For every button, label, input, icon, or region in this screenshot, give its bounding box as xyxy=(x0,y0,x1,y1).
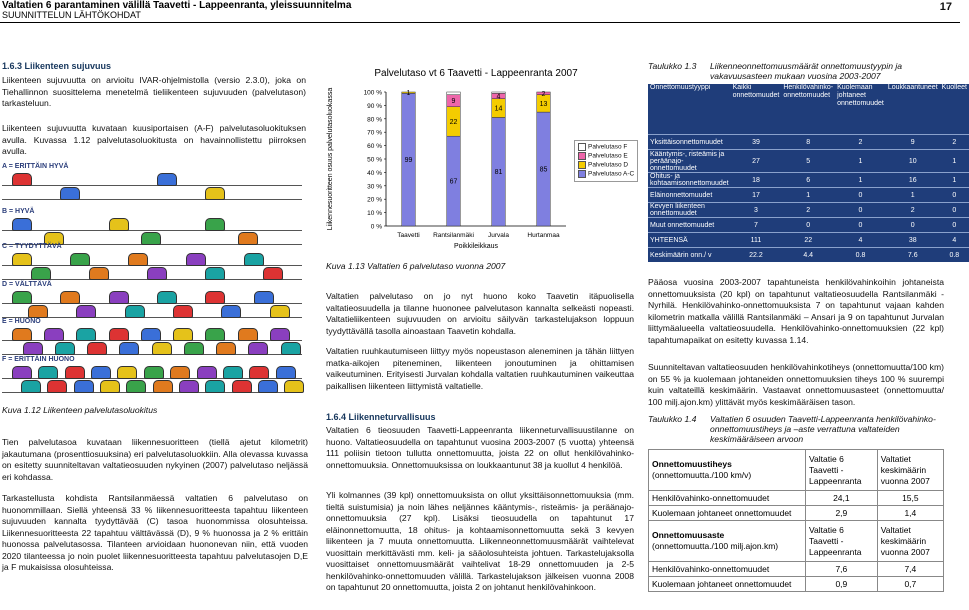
middle-paragraph-3: Valtatien 6 tieosuuden Taavetti-Lappeenranta liikenneturvallisuustilanne on huono. Valtatieosuudella on tapahtunut vuosina 2003-2007 (5 vuotta) yhteensä 111 poliisin tietoon tullutta onnettomuutta, joista 22 on ollut henkilövahinko-onnettomuuksia. Onnettomuuksissa on loukkaantunut 38 ja kuollut 4 henkilöä. xyxy=(326,425,634,470)
y-tick-label: 70 % xyxy=(367,129,382,137)
service-level-label: B = HYVÄ xyxy=(2,208,35,215)
table-header-cell: Valtatiet keskimäärin vuonna 2007 xyxy=(877,450,943,491)
y-tick-label: 50 % xyxy=(367,156,382,164)
table-cell: 0 xyxy=(886,218,940,233)
table-cell: 18 xyxy=(731,173,782,188)
car-icon xyxy=(205,218,225,231)
car-icon xyxy=(205,291,225,304)
middle-paragraph-2: Valtatien ruuhkautumiseen liittyy myös nopeustason aleneminen ja tähän liittyen matka-aikojen piteneminen, liikenteen jonoutuminen ja ohittamisen vaikeutuminen. Erityisesti Jurvalan kohdalla valtatien ruuhkautuminen vaikeuttaa paikallisen liikenteen liittymistä valtatielle. xyxy=(326,346,634,391)
table-cell: 22 xyxy=(781,233,835,248)
table-cell: 0 xyxy=(940,203,969,218)
table-caption-text: Liikenneonnettomuusmäärät onnettomuustyypin ja vakavuusasteen mukaan vuosina 2003-2007 xyxy=(710,61,903,81)
bar-data-label: 67 xyxy=(449,178,458,186)
legend-swatch xyxy=(578,152,586,160)
car-icon xyxy=(270,328,290,341)
document-title: Valtatien 6 parantaminen välillä Taavetti - Lappeenranta, yleissuunnitelma xyxy=(2,0,352,11)
service-level-row xyxy=(2,163,302,209)
figure-caption-1-13: Kuva 1.13 Valtatien 6 palvelutaso vuonna 2007 xyxy=(326,261,506,271)
car-icon xyxy=(76,305,96,318)
table-cell: 2 xyxy=(835,135,886,150)
table-caption-number: Taulukko 1.3 xyxy=(648,61,697,71)
service-level-label: F = ERITTÄIN HUONO xyxy=(2,356,75,363)
car-icon xyxy=(205,187,225,200)
road-line xyxy=(2,230,302,231)
car-icon xyxy=(23,342,43,355)
table-cell: 1 xyxy=(835,173,886,188)
x-tick-label: Rantsilanmäki xyxy=(433,232,474,239)
table-cell: 10 xyxy=(886,150,940,173)
car-icon xyxy=(221,305,241,318)
table-cell: 38 xyxy=(886,233,940,248)
car-icon xyxy=(87,342,107,355)
chart-title: Palvelutaso vt 6 Taavetti - Lappeenranta 2007 xyxy=(374,68,578,79)
table-cell: 7.6 xyxy=(886,248,940,263)
car-icon xyxy=(173,305,193,318)
car-icon xyxy=(125,305,145,318)
car-icon xyxy=(31,267,51,280)
table-caption-number: Taulukko 1.4 xyxy=(648,414,697,424)
legend-item xyxy=(578,143,627,151)
service-level-row xyxy=(2,356,302,402)
table-cell: Yksittäisonnettomuudet xyxy=(648,135,731,150)
header-divider xyxy=(0,22,960,23)
left-paragraph-3: Tien palvelutasoa kuvataan liikennesuoritteen (tiellä ajetut kilometrit) jakautumana (prosenttiosuuksina) eri palvelutasoluokkiin. Alla olevassa kuvassa on esitetty suunniteltavan valtatieosuuden nykyinen (2007) palvelutaso neljässä eri kohdassa. xyxy=(2,437,308,482)
service-level-label: C = TYYDYTTÄVÄ xyxy=(2,243,62,250)
page-header xyxy=(0,0,960,24)
document-subtitle: SUUNNITTELUN LÄHTÖKOHDAT xyxy=(2,10,141,20)
bar-data-label: 85 xyxy=(539,166,548,174)
table-row xyxy=(648,218,969,233)
table-header-cell: Onnettomuustyyppi xyxy=(648,84,731,135)
bar-data-label: 1 xyxy=(406,90,411,98)
bar-data-label: 14 xyxy=(494,105,503,113)
table-row xyxy=(648,173,969,188)
car-icon xyxy=(44,328,64,341)
table-header-cell: Valtatiet keskimäärin vuonna 2007 xyxy=(877,521,943,562)
y-tick-label: 20 % xyxy=(367,196,382,204)
table-cell: Kuolemaan johtaneet onnettomuudet xyxy=(649,506,806,521)
legend-swatch xyxy=(578,170,586,178)
table-cell: 39 xyxy=(731,135,782,150)
legend-item xyxy=(578,152,628,160)
table-cell: 1 xyxy=(835,150,886,173)
bar-data-label: 2 xyxy=(541,90,546,98)
right-paragraph-1: Pääosa vuosina 2003-2007 tapahtuneista henkilövahinkoihin johtaneista onnettomuuksista (20 kpl) on tapahtunut valtatieosuudella Rantsilanmäki - Nyrhilä. Henkilövahinko-onnettomuuksista 7 on tapahtunut vajaan kahden kilometrin matkalla välillä Rantsilanmäki – Ansari ja 9 on tapahtunut Jurvalan liittymäalueella valtatieosuudella. Henkilövahinko-onnettomuuksien (22 kpl) tapahtumapaikat on esitetty kuvassa 1.14. xyxy=(648,277,944,345)
table-cell: 9 xyxy=(886,135,940,150)
table-row xyxy=(648,188,969,203)
table-row xyxy=(648,135,969,150)
x-axis-label: Poikkileikkaus xyxy=(454,243,498,250)
table-cell: 6 xyxy=(781,173,835,188)
table-header-row xyxy=(649,450,944,491)
table-cell: 16 xyxy=(886,173,940,188)
car-icon xyxy=(157,291,177,304)
table-cell: 22.2 xyxy=(731,248,782,263)
car-icon xyxy=(60,187,80,200)
car-icon xyxy=(244,253,264,266)
table-cell: 0 xyxy=(940,218,969,233)
car-icon xyxy=(216,342,236,355)
car-icon xyxy=(223,366,243,379)
car-icon xyxy=(12,253,32,266)
car-icon xyxy=(238,328,258,341)
table-row xyxy=(648,203,969,218)
table-cell: Muut onnettomuudet xyxy=(648,218,731,233)
table-row xyxy=(649,577,944,592)
car-icon xyxy=(157,173,177,186)
table-cell: Kuolemaan johtaneet onnettomuudet xyxy=(649,577,806,592)
service-level-label: A = ERITTÄIN HYVÄ xyxy=(2,163,69,170)
table-cell: 4 xyxy=(940,233,969,248)
legend-label: Palvelutaso D xyxy=(588,161,629,169)
y-tick-label: 40 % xyxy=(367,169,382,177)
table-cell: 4 xyxy=(835,233,886,248)
table-header-unit: (onnettomuutta./100 milj.ajon.km) xyxy=(652,541,779,551)
y-tick-label: 80 % xyxy=(367,116,382,124)
car-icon xyxy=(65,366,85,379)
table-row xyxy=(649,562,944,577)
left-paragraph-1: Liikenteen sujuvuutta on arvioitu IVAR-ohjelmistolla (versio 2.3.0), joka on Tiehallinnon suosittelema menetelmä tieliikenteen sujuvuuden (palvelutason) tarkasteluun. xyxy=(2,75,306,108)
bar-data-label: 13 xyxy=(539,100,548,108)
chart-legend xyxy=(574,140,638,182)
table-header-cell: Kuolleet xyxy=(940,84,969,135)
table-cell: 8 xyxy=(781,135,835,150)
table-cell: 0,9 xyxy=(806,577,878,592)
car-icon xyxy=(60,291,80,304)
table-row xyxy=(648,248,969,263)
table-header-row xyxy=(648,84,969,135)
accident-type-table xyxy=(648,84,969,262)
car-icon xyxy=(12,218,32,231)
legend-item xyxy=(578,170,634,178)
table-row xyxy=(648,150,969,173)
car-icon xyxy=(21,380,41,393)
table-header-cell xyxy=(649,450,806,491)
middle-paragraph-4: Yli kolmannes (39 kpl) onnettomuuksista on ollut yksittäisonnettomuuksia (mm. tieltä suistumisia) ja noin lähes neljännes kääntymis-, risteämis- ja peräänajo-onnettomuuksia (27 kpl). Lisäksi tieosuudella on tapahtunut 17 eläinonnettomuutta, 18 ohitus- ja kohtaamisonnettomuutta sekä 3 kevyen liikenteen ja 7 muuta onnettomuutta. Liikenneonnettomuusmäärät vaihtelevat vuosittain merkittävästi mm. keli- ja sääolosuhteista johtuen. Tarkastelujaksolla vuosittaiset onnettomuusmäärät vaihtelivat 18-29 onnettomuuden ja 2-5 henkilövahinko-onnettomuuden välillä. Tarkastelujakson jälkeisen vuonna 2008 on tapahtunut 20 onnettomuutta, joista 2 on johtanut henkilövahinkoon. xyxy=(326,490,634,592)
car-icon xyxy=(55,342,75,355)
car-icon xyxy=(126,380,146,393)
car-icon xyxy=(144,366,164,379)
table-cell: 7,4 xyxy=(877,562,943,577)
table-cell: 1 xyxy=(940,173,969,188)
table-cell: 1 xyxy=(940,150,969,173)
car-icon xyxy=(205,267,225,280)
table-header-cell: Valtatie 6 Taavetti - Lappeenranta xyxy=(806,450,878,491)
accident-rate-table xyxy=(648,449,944,592)
table-cell: Kevyen liikenteen onnettomuudet xyxy=(648,203,731,218)
car-icon xyxy=(186,253,206,266)
car-icon xyxy=(76,328,96,341)
table-row xyxy=(648,233,969,248)
table-cell: 24,1 xyxy=(806,491,878,506)
table-header-cell: Kaikki onnettomuudet xyxy=(731,84,782,135)
car-icon xyxy=(12,291,32,304)
table-cell: 0 xyxy=(781,218,835,233)
car-icon xyxy=(284,380,304,393)
table-cell: 0 xyxy=(835,188,886,203)
car-icon xyxy=(281,342,301,355)
car-icon xyxy=(89,267,109,280)
y-axis-label: Liikennesuoritteen osuus palvelutasoluokassa xyxy=(327,87,334,231)
car-icon xyxy=(258,380,278,393)
road-line xyxy=(2,185,302,186)
table-header-cell: Henkilövahinko-onnettomuudet xyxy=(781,84,835,135)
table-cell: 5 xyxy=(781,150,835,173)
y-tick-label: 30 % xyxy=(367,183,382,191)
service-level-label: E = HUONO xyxy=(2,318,41,325)
car-icon xyxy=(205,380,225,393)
bar-data-label: 9 xyxy=(451,98,456,106)
table-row xyxy=(649,491,944,506)
figure-caption-1-12: Kuva 1.12 Liikenteen palvelutasoluokitus xyxy=(2,405,158,415)
car-icon xyxy=(184,342,204,355)
table-cell: 3 xyxy=(731,203,782,218)
car-icon xyxy=(109,328,129,341)
table-header-row xyxy=(649,521,944,562)
table-cell: 2,9 xyxy=(806,506,878,521)
car-icon xyxy=(141,328,161,341)
car-icon xyxy=(117,366,137,379)
car-icon xyxy=(12,366,32,379)
car-icon xyxy=(74,380,94,393)
car-icon xyxy=(109,291,129,304)
table-cell: Henkilövahinko-onnettomuudet xyxy=(649,562,806,577)
car-icon xyxy=(232,380,252,393)
car-icon xyxy=(109,218,129,231)
car-icon xyxy=(147,267,167,280)
table-cell: 2 xyxy=(781,203,835,218)
legend-label: Palvelutaso F xyxy=(588,143,628,151)
table-cell: Ohitus- ja kohtaamisonnettomuudet xyxy=(650,173,729,187)
left-paragraph-2: Liikenteen sujuvuutta kuvataan kuusiportaisen (A-F) palvelutasoluokituksen avulla. Kuvassa 1.12 palvelutasoluokitusta on havainnollistettu piirroksen avulla. xyxy=(2,123,306,156)
section-title-turvallisuus: 1.6.4 Liikenneturvallisuus xyxy=(326,412,436,422)
bar-segment xyxy=(492,92,506,93)
car-icon xyxy=(152,342,172,355)
table-row xyxy=(649,506,944,521)
service-level-illustration xyxy=(0,163,306,395)
table-cell: 7,6 xyxy=(806,562,878,577)
table-cell: 1 xyxy=(886,188,940,203)
table-cell: 4.4 xyxy=(781,248,835,263)
car-icon xyxy=(28,305,48,318)
table-caption-text: Valtatien 6 osuuden Taavetti-Lappeenranta henkilövahinko-onnettomuustiheys ja –aste verrattuna valtateiden keskimääräiseen arvoon xyxy=(710,414,936,444)
table-cell: YHTEENSÄ xyxy=(648,233,731,248)
table-header-cell: Valtatie 6 Taavetti - Lappeenranta xyxy=(806,521,878,562)
table-cell: 0,7 xyxy=(877,577,943,592)
car-icon xyxy=(270,305,290,318)
table-header-cell: Loukkaantuneet xyxy=(886,84,940,135)
table-header-cell xyxy=(649,521,806,562)
right-paragraph-2: Suunniteltavan valtatieosuuden henkilövahinkotiheys (onnettomuutta/100 km) on 55 % ja kuolemaan johtaneiden onnettomuuksien tiheys 100 % suurempi kuin valtateillä keskimäärin. Vastaavat onnettomuusasteet (onnettomuutta/ 100 milj.ajon.km) ylittävät myös keskimääräisen tason. xyxy=(648,362,944,407)
table-header-title: Onnettomuustiheys xyxy=(652,459,732,469)
car-icon xyxy=(170,366,190,379)
y-tick-label: 60 % xyxy=(367,143,382,151)
table-cell: Henkilövahinko-onnettomuudet xyxy=(649,491,806,506)
table-cell: 0 xyxy=(835,218,886,233)
y-tick-label: 90 % xyxy=(367,102,382,110)
car-icon xyxy=(263,267,283,280)
table-cell: 1 xyxy=(781,188,835,203)
car-icon xyxy=(47,380,67,393)
table-cell: 2 xyxy=(940,135,969,150)
table-cell: Kääntymis-, risteämis ja peräänajo-onnettomuudet xyxy=(648,150,731,173)
table-header-cell: Kuolemaan johtaneet onnettomuudet xyxy=(835,84,886,135)
x-tick-label: Hurtanmaa xyxy=(527,232,560,239)
table-cell: 0 xyxy=(835,203,886,218)
road-line xyxy=(2,199,302,200)
left-paragraph-4: Tarkastellusta kohdista Rantsilanmäessä valtatien 6 palvelutaso on huonommillaan. Siellä yhteensä 33 % liikennesuoritteesta tapahtuu liikenteen sujuvuuden kannalta tyydyttävää (C) tasoa huonommissa olosuhteissa. Liikennesuoritteesta 22 tapahtuu välttävässä (D), 9 % huonossa ja 2 % erittäin huonossa palvelutasossa. Tilanteen arvioidaan huononevan niin, että vuoden 2020 tilanteessa jo noin puolet liikennesuoritteesta tapahtuu palvelutasojen D,E ja F mukaisissa olosuhteissa. xyxy=(2,493,308,572)
car-icon xyxy=(254,291,274,304)
table-cell: 0.8 xyxy=(940,248,969,263)
bar-segment xyxy=(447,92,461,95)
legend-label: Palvelutaso A-C xyxy=(588,170,635,178)
car-icon xyxy=(91,366,111,379)
bar-data-label: 99 xyxy=(404,157,413,165)
car-icon xyxy=(173,328,193,341)
legend-item xyxy=(578,161,628,169)
car-icon xyxy=(248,342,268,355)
table-cell: 1,4 xyxy=(877,506,943,521)
car-icon xyxy=(276,366,296,379)
y-tick-label: 100 % xyxy=(363,89,382,97)
service-level-label: D = VÄLTTÄVÄ xyxy=(2,281,52,288)
table-cell: 27 xyxy=(731,150,782,173)
table-cell: 15,5 xyxy=(877,491,943,506)
x-tick-label: Jurvala xyxy=(488,232,509,239)
middle-paragraph-1: Valtatien palvelutaso on jo nyt huono koko Taavetin itäpuolisella valtatieosuudella ja tilanne huononee palvelutason kannalta selkeästi nopeasti. Valtatieliikenteen sujuvuuden on arvioitu säilyvän tarkastelujakson loppuun tyydyttävällä tasolla ainoastaan Taavetin kohdalla. xyxy=(326,291,634,336)
car-icon xyxy=(153,380,173,393)
bar-data-label: 81 xyxy=(494,169,503,177)
table-cell: 17 xyxy=(731,188,782,203)
y-tick-label: 0 % xyxy=(370,223,382,231)
car-icon xyxy=(38,366,58,379)
bar-data-label: 4 xyxy=(496,93,501,101)
table-cell: 7 xyxy=(731,218,782,233)
car-icon xyxy=(119,342,139,355)
x-tick-label: Taavetti xyxy=(397,232,420,239)
legend-label: Palvelutaso E xyxy=(588,152,628,160)
car-icon xyxy=(12,328,32,341)
car-icon xyxy=(100,380,120,393)
y-tick-label: 10 % xyxy=(367,210,382,218)
car-icon xyxy=(197,366,217,379)
table-cell: 0 xyxy=(940,188,969,203)
car-icon xyxy=(179,380,199,393)
legend-swatch xyxy=(578,143,586,151)
car-icon xyxy=(249,366,269,379)
bar-data-label: 22 xyxy=(449,118,458,126)
car-icon xyxy=(70,253,90,266)
car-icon xyxy=(205,328,225,341)
section-title-sujuvuus: 1.6.3 Liikenteen sujuvuus xyxy=(2,61,112,71)
page-number: 17 xyxy=(939,1,952,13)
table-cell: 0.8 xyxy=(835,248,886,263)
car-icon xyxy=(128,253,148,266)
table-cell: Eläinonnettomuudet xyxy=(648,188,731,203)
table-header-unit: (onnettomuutta./100 km/v) xyxy=(652,470,752,480)
table-cell: Keskimäärin onn./ v xyxy=(648,248,731,263)
car-icon xyxy=(12,173,32,186)
table-cell: 111 xyxy=(731,233,782,248)
table-cell: 2 xyxy=(886,203,940,218)
table-header-title: Onnettomuusaste xyxy=(652,530,725,540)
legend-swatch xyxy=(578,161,586,169)
